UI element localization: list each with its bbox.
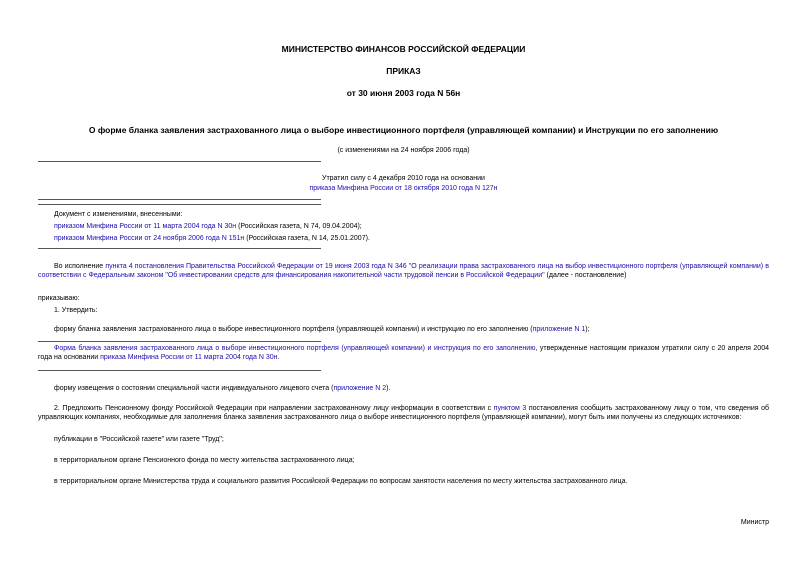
notice-text: форму извещения о состоянии специальной части индивидуального лицевого счета ( <box>54 385 334 392</box>
replaced-text: , утвержденные настоящим приказом утратили силу с 20 апреля 2004 года на основании <box>38 345 769 362</box>
changes-intro: Документ с изменениями, внесенными: <box>54 211 183 218</box>
signature-title: Министр <box>740 519 769 526</box>
source-item: публикации в "Российской газете" или газете "Труд"; <box>54 436 224 443</box>
document-title: О форме бланка заявления застрахованного лица о выборе инвестиционного портфеля (управляющей компании) и Инструкции по его заполнению <box>88 125 719 135</box>
replaced-text-end: . <box>277 354 280 362</box>
replaced-form-link[interactable]: Форма бланка заявления застрахованного лица о выборе инвестиционного портфеля (управляющей компании) и инструкция по его заполнению <box>54 345 536 352</box>
form-text-end: ); <box>585 326 590 333</box>
item2-text: 2. Предложить Пенсионному фонду Российской Федерации при направлении застрахованному лицу информации в соответствии с <box>54 405 494 412</box>
notice-appendix-link[interactable]: приложение N 2 <box>333 385 387 392</box>
item2-link[interactable]: пунктом 3 <box>493 405 527 412</box>
source-item: в территориальном органе Пенсионного фонда по месту жительства застрахованного лица; <box>54 457 355 464</box>
notice-paragraph <box>54 384 390 393</box>
preamble-text: Во исполнение <box>54 263 106 270</box>
amendments-note: (с изменениями на 24 ноября 2006 года) <box>337 147 470 154</box>
separator-rule <box>38 248 321 249</box>
changes-item1-link[interactable]: приказом Минфина России от 11 марта 2004 года N 30н <box>54 223 237 230</box>
preamble-link[interactable]: пункта 4 постановления Правительства Российской Федерации от 19 июня 2003 года N 346 "О реализации права застрахованного лица на выбор инвестиционного портфеля (управляющей компании) в соответствии с Федеральным законом "Об инвестировании средств для финансирования накопительной части трудовой пенсии в Российской Федерации" <box>38 263 769 280</box>
separator-rule <box>38 199 321 200</box>
item2-paragraph <box>38 404 769 423</box>
orders-word: приказываю: <box>38 295 80 302</box>
changes-item2-rest: (Российская газета, N 14, 25.01.2007). <box>244 235 370 242</box>
replaced-paragraph <box>38 344 769 363</box>
validity-link-line <box>0 184 807 193</box>
ministry-heading: МИНИСТЕРСТВО ФИНАНСОВ РОССИЙСКОЙ ФЕДЕРАЦИИ <box>281 44 526 54</box>
item1-heading: 1. Утвердить: <box>54 307 98 314</box>
form-paragraph <box>54 325 590 334</box>
preamble-text-end: (далее - постановление) <box>544 272 627 280</box>
separator-rule <box>38 204 321 205</box>
date-number-heading: от 30 июня 2003 года N 56н <box>346 88 461 98</box>
separator-rule <box>38 370 321 371</box>
changes-item1-rest: (Российская газета, N 74, 09.04.2004); <box>236 223 362 230</box>
preamble-paragraph <box>38 262 769 281</box>
doc-type-heading: ПРИКАЗ <box>386 66 421 76</box>
changes-item2-link[interactable]: приказом Минфина России от 24 ноября 2006 года N 151н <box>54 235 245 242</box>
replaced-order-link[interactable]: приказа Минфина России от 11 марта 2004 года N 30н <box>100 354 278 362</box>
source-item: в территориальном органе Министерства труда и социального развития Российской Федерации по вопросам занятости населения по месту жительства застрахованного лица. <box>54 478 628 485</box>
changes-item <box>54 234 370 243</box>
item2-text-rest: постановления сообщить застрахованному лицу о том, что сведения об управляющих компаниях, необходимые для заполнения бланка заявления застрахованного лица о выборе инвестиционного портфеля (управляющей компании), могут быть ими получены из следующих источников: <box>38 405 770 422</box>
changes-item <box>54 222 362 231</box>
form-appendix-link[interactable]: приложение N 1 <box>532 326 586 333</box>
validity-link[interactable]: приказа Минфина России от 18 октября 2010 года N 127н <box>309 185 498 192</box>
notice-text-end: ). <box>386 385 391 392</box>
separator-rule <box>38 161 321 162</box>
validity-text: Утратил силу с 4 декабря 2010 года на основании <box>322 175 485 182</box>
form-text: форму бланка заявления застрахованного лица о выборе инвестиционного портфеля (управляющей компании) и инструкцию по его заполнению ( <box>54 326 533 333</box>
separator-rule <box>38 341 321 342</box>
